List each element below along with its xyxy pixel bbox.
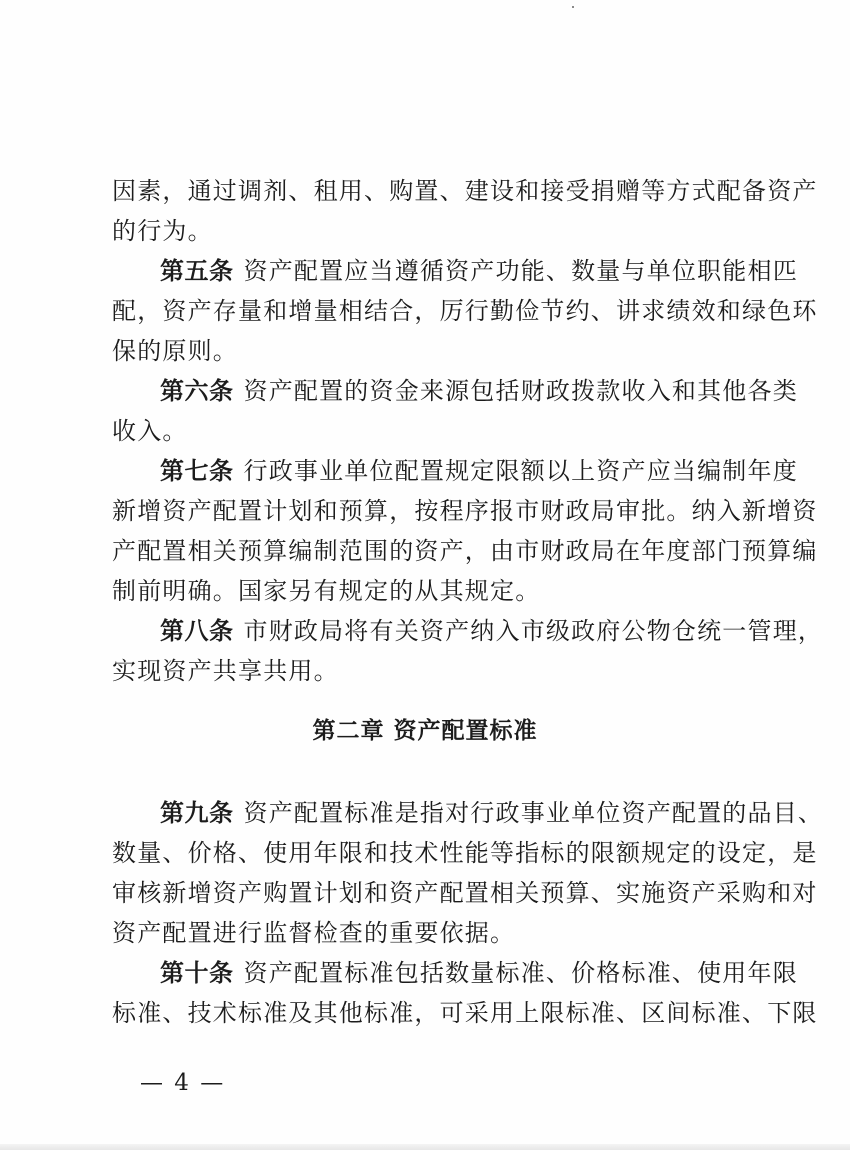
text-line: 的行为。 bbox=[112, 217, 213, 245]
text-line: 实现资产共享共用。 bbox=[112, 657, 339, 685]
article-label: 第九条 bbox=[160, 799, 234, 827]
chapter-heading: 第二章 资产配置标准 bbox=[312, 718, 538, 744]
scan-speck bbox=[572, 6, 574, 8]
text-line: 标准、技术标准及其他标准，可采用上限标准、区间标准、下限 bbox=[112, 999, 818, 1027]
article-6: 第六条 资产配置的资金来源包括财政拨款收入和其他各类 bbox=[160, 377, 798, 405]
text-line: 保的原则。 bbox=[112, 337, 238, 365]
article-8: 第八条 市财政局将有关资产纳入市级政府公物仓统一管理， bbox=[160, 617, 824, 645]
page-number: — 4 — bbox=[140, 1070, 226, 1096]
article-10: 第十条 资产配置标准包括数量标准、价格标准、使用年限 bbox=[160, 959, 798, 987]
article-label: 第六条 bbox=[160, 377, 234, 405]
article-label: 第十条 bbox=[160, 959, 234, 987]
text-line: 审核新增资产购置计划和资产配置相关预算、实施资产采购和对 bbox=[112, 879, 818, 907]
article-label: 第七条 bbox=[160, 457, 234, 485]
text-line: 收入。 bbox=[112, 417, 188, 445]
article-label: 第八条 bbox=[160, 617, 234, 645]
text-line: 资产配置进行监督检查的重要依据。 bbox=[112, 919, 516, 947]
article-5: 第五条 资产配置应当遵循资产功能、数量与单位职能相匹 bbox=[160, 257, 798, 285]
text-line: 配，资产存量和增量相结合，厉行勤俭节约、讲求绩效和绿色环 bbox=[112, 297, 818, 325]
text-line: 制前明确。国家另有规定的从其规定。 bbox=[112, 577, 541, 605]
text-line: 产配置相关预算编制范围的资产，由市财政局在年度部门预算编 bbox=[112, 537, 818, 565]
text-line: 新增资产配置计划和预算，按程序报市财政局审批。纳入新增资 bbox=[112, 497, 818, 525]
article-7: 第七条 行政事业单位配置规定限额以上资产应当编制年度 bbox=[160, 457, 798, 485]
article-9: 第九条 资产配置标准是指对行政事业单位资产配置的品目、 bbox=[160, 799, 824, 827]
text-line: 数量、价格、使用年限和技术性能等指标的限额规定的设定，是 bbox=[112, 839, 818, 867]
page-edge bbox=[0, 1144, 850, 1150]
article-label: 第五条 bbox=[160, 257, 234, 285]
text-line: 因素，通过调剂、租用、购置、建设和接受捐赠等方式配备资产 bbox=[112, 177, 818, 205]
